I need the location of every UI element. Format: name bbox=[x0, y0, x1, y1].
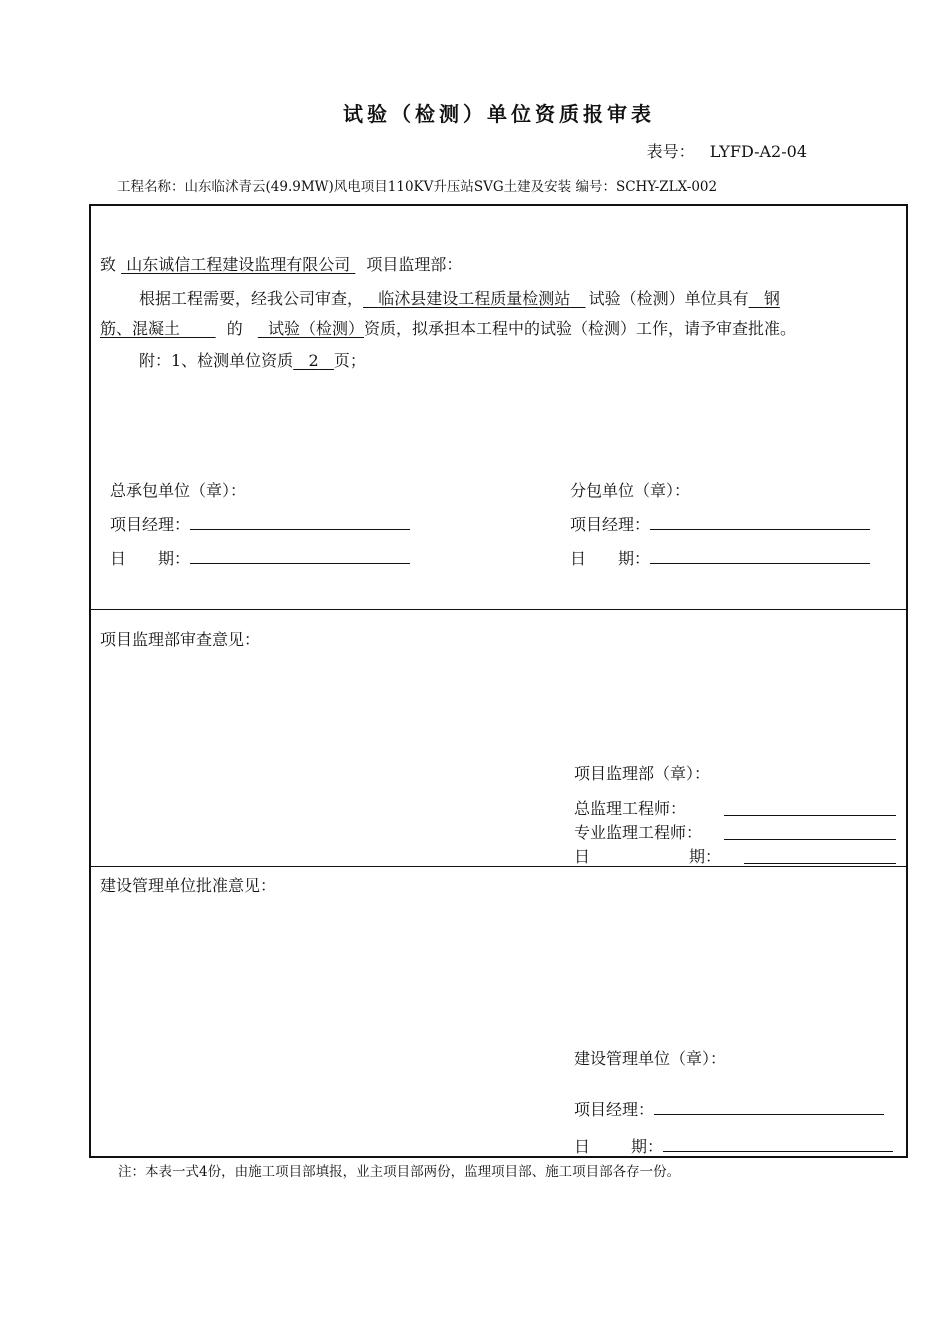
owner-approval-heading: 建设管理单位批准意见： bbox=[100, 876, 277, 895]
owner-seal: 建设管理单位（章）： bbox=[574, 1049, 727, 1068]
addressee-company: 山东诚信工程建设监理有限公司 bbox=[126, 255, 351, 274]
attachment-pages: 2 bbox=[308, 351, 319, 370]
scope-part-1: 钢 bbox=[763, 289, 780, 308]
owner-date-field: 期： bbox=[631, 1134, 893, 1157]
addressee-prefix: 致 bbox=[100, 255, 117, 274]
subcontractor-seal: 分包单位（章）： bbox=[570, 481, 691, 500]
form-number-label: 表号： bbox=[646, 142, 695, 161]
supervision-review-heading: 项目监理部审查意见： bbox=[100, 630, 261, 649]
form-number bbox=[647, 139, 807, 162]
lab-name: 临沭县建设工程质量检测站 bbox=[378, 289, 571, 308]
chief-engineer-field: 总监理工程师： bbox=[574, 799, 687, 818]
qualification-type: 试验（检测） bbox=[268, 319, 365, 338]
sub-date-field: 日 期： bbox=[570, 546, 870, 569]
section-divider-1 bbox=[91, 609, 906, 610]
general-contractor-seal: 总承包单位（章）： bbox=[110, 481, 247, 500]
form-number-value: LYFD-A2-04 bbox=[709, 142, 807, 161]
supervision-date-right: 期： bbox=[689, 847, 722, 866]
gc-pm-field: 项目经理： bbox=[110, 512, 410, 535]
form-title: 试验（检测）单位资质报审表 bbox=[343, 102, 655, 126]
attachment-line: 附：1、检测单位资质 2 页； bbox=[139, 351, 366, 370]
gc-date-field: 日 期： bbox=[110, 546, 410, 569]
section-divider-2 bbox=[91, 866, 906, 867]
addressee-line bbox=[100, 252, 462, 275]
scope-part-2: 筋、混凝土 bbox=[100, 319, 181, 338]
body-paragraph-line-2: 筋、混凝土 的 试验（检测）资质，拟承担本工程中的试验（检测）工作，请予审查批准。 bbox=[100, 319, 797, 338]
addressee-dept: 项目监理部： bbox=[366, 255, 463, 274]
owner-date-left: 日 bbox=[574, 1137, 591, 1156]
owner-pm-field: 项目经理： bbox=[574, 1097, 884, 1120]
footer-note: 注：本表一式4份，由施工项目部填报，业主项目部两份，监理项目部、施工项目部各存一份。 bbox=[118, 1164, 681, 1180]
project-line: 工程名称：山东临沭青云(49.9MW)风电项目110KV升压站SVG土建及安装 编号：SCHY-ZLX-002 bbox=[117, 179, 718, 195]
supervision-seal: 项目监理部（章）： bbox=[574, 764, 711, 783]
form-table bbox=[89, 204, 908, 1158]
specialist-engineer-field: 专业监理工程师： bbox=[574, 823, 703, 842]
sub-pm-field: 项目经理： bbox=[570, 512, 870, 535]
body-paragraph-line-1: 根据工程需要，经我公司审查， 临沭县建设工程质量检测站 试验（检测）单位具有 钢 bbox=[139, 289, 780, 308]
supervision-date-left: 日 bbox=[574, 847, 591, 866]
